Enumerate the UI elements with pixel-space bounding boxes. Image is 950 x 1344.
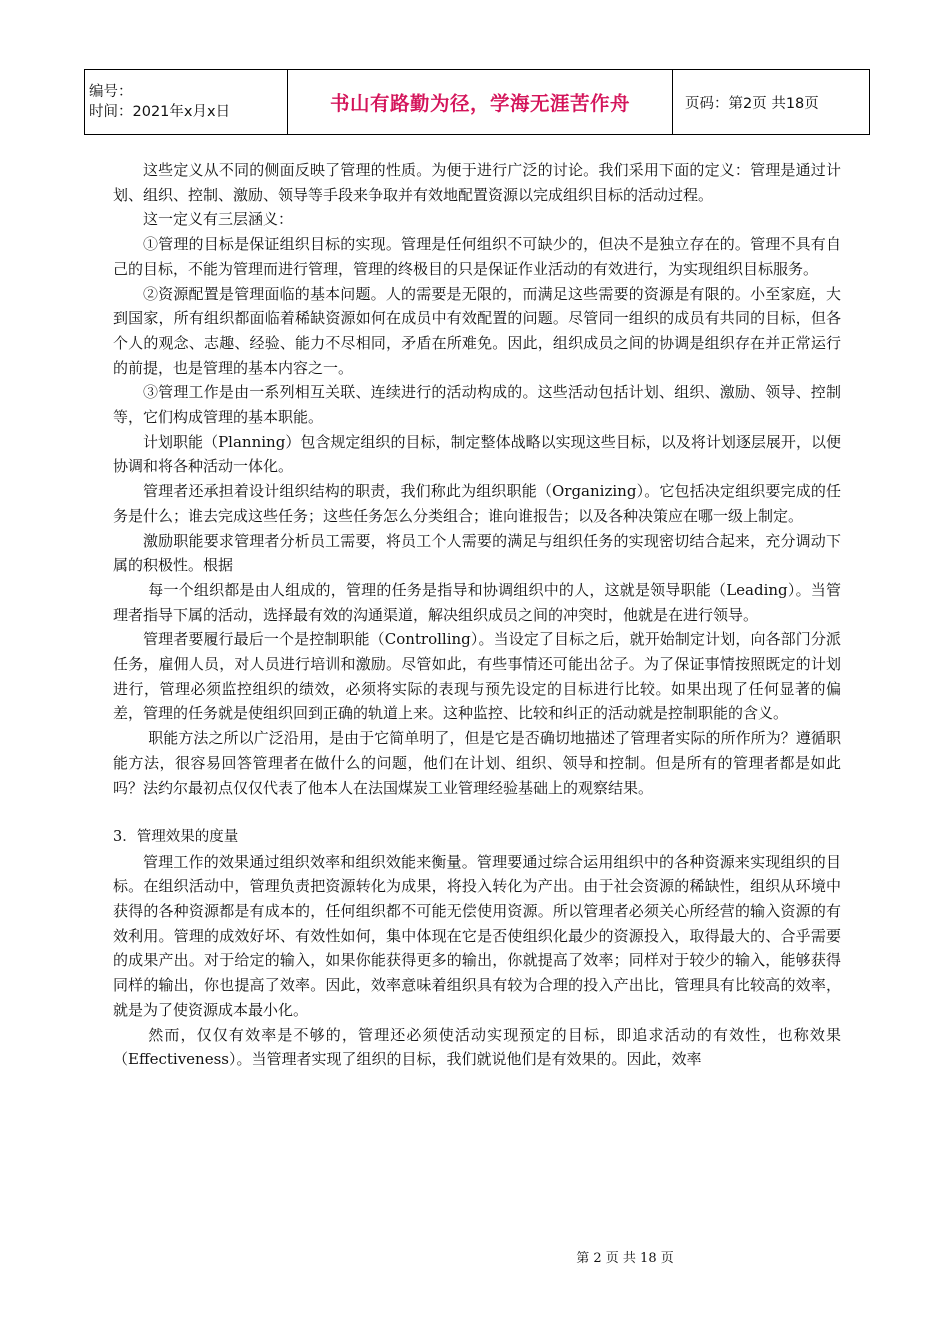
section-heading: 3．管理效果的度量 (113, 828, 239, 845)
paragraph: 管理工作的效果通过组织效率和组织效能来衡量。管理要通过综合运用组织中的各种资源来实现组织的目标。在组织活动中，管理负责把资源转化为成果，将投入转化为产出。由于社会资源的稀缺性，组织从环境中获得的各种资源都是有成本的，任何组织都不可能无偿使用资源。所以管理者必须关心所经营的输入资源的有效利用。管理的成效好坏、有效性如何，集中体现在它是否使组织化最少的资源投入，取得最大的、合乎需要的成果产出。对于给定的输入，如果你能获得更多的输出，你就提高了效率；同样对于较少的输入，能够获得同样的输出，你也提高了效率。因此，效率意味着组织具有较为合理的投入产出比，管理具有比较高的效率，就是为了使资源成本最小化。 (113, 852, 841, 1019)
paragraph: 每一个组织都是由人组成的，管理的任务是指导和协调组织中的人，这就是领导职能（Leading）。当管理者指导下属的活动，选择最有效的沟通渠道，解决组织成员之间的冲突时，他就是在进行领导。 (113, 580, 841, 624)
paragraph: 然而，仅仅有效率是不够的，管理还必须使活动实现预定的目标，即追求活动的有效性，也称效果（Effectiveness）。当管理者实现了组织的目标，我们就说他们是有效果的。因此，效率 (113, 1025, 841, 1069)
paragraph: ①管理的目标是保证组织目标的实现。管理是任何组织不可缺少的，但决不是独立存在的。管理不具有自己的目标，不能为管理而进行管理，管理的终极目的只是保证作业活动的有效进行，为实现组织目标服务。 (113, 235, 841, 278)
paragraph: 这些定义从不同的侧面反映了管理的性质。为便于进行广泛的讨论。我们采用下面的定义：管理是通过计划、组织、控制、激励、领导等手段来争取并有效地配置资源以完成组织目标的活动过程。 (113, 161, 841, 204)
header-meta-cell (85, 70, 288, 135)
document-body (113, 158, 841, 1072)
document-header (84, 69, 870, 135)
paragraph: 激励职能要求管理者分析员工需要，将员工个人需要的满足与组织任务的实现密切结合起来，充分调动下属的积极性。根据 (113, 531, 841, 575)
paragraph: 这一定义有三层涵义： (143, 210, 294, 229)
doc-time-label: 时间：2021年x月x日 (89, 104, 231, 120)
paragraph: ③管理工作是由一系列相互关联、连续进行的活动构成的。这些活动包括计划、组织、激励、领导、控制等，它们构成管理的基本职能。 (113, 383, 841, 427)
doc-number-label: 编号： (89, 84, 133, 100)
header-page-info: 页码：第2页 共18页 (673, 70, 870, 135)
paragraph: ②资源配置是管理面临的基本问题。人的需要是无限的，而满足这些需要的资源是有限的。小至家庭，大到国家，所有组织都面临着稀缺资源如何在成员中有效配置的问题。尽管同一组织的成员有共同的目标，但各个人的观念、志趣、经验、能力不尽相同，矛盾在所难免。因此，组织成员之间的协调是组织存在并正常运行的前提，也是管理的基本内容之一。 (113, 284, 841, 377)
paragraph: 职能方法之所以广泛沿用，是由于它简单明了，但是它是否确切地描述了管理者实际的所作所为？遵循职能方法，很容易回答管理者在做什么的问题，他们在计划、组织、领导和控制。但是所有的管理者都是如此吗？法约尔最初点仅仅代表了他本人在法国煤炭工业管理经验基础上的观察结果。 (113, 729, 841, 797)
page-footer: 第 2 页 共 18 页 (576, 1251, 674, 1266)
paragraph: 管理者还承担着设计组织结构的职责，我们称此为组织职能（Organizing）。它包括决定组织要完成的任务是什么；谁去完成这些任务；这些任务怎么分类组合；谁向谁报告；以及各种决策应在哪一级上制定。 (113, 482, 841, 525)
header-motto: 书山有路勤为径，学海无涯苦作舟 (288, 70, 673, 135)
paragraph: 计划职能（Planning）包含规定组织的目标，制定整体战略以实现这些目标，以及将计划逐层展开，以便协调和将各种活动一体化。 (113, 432, 841, 476)
paragraph: 管理者要履行最后一个是控制职能（Controlling）。当设定了目标之后，就开始制定计划，向各部门分派任务，雇佣人员，对人员进行培训和激励。尽管如此，有些事情还可能出岔子。为了保证事情按照既定的计划进行，管理必须监控组织的绩效，必须将实际的表现与预先设定的目标进行比较。如果出现了任何显著的偏差，管理的任务就是使组织回到正确的轨道上来。这种监控、比较和纠正的活动就是控制职能的含义。 (113, 630, 841, 723)
